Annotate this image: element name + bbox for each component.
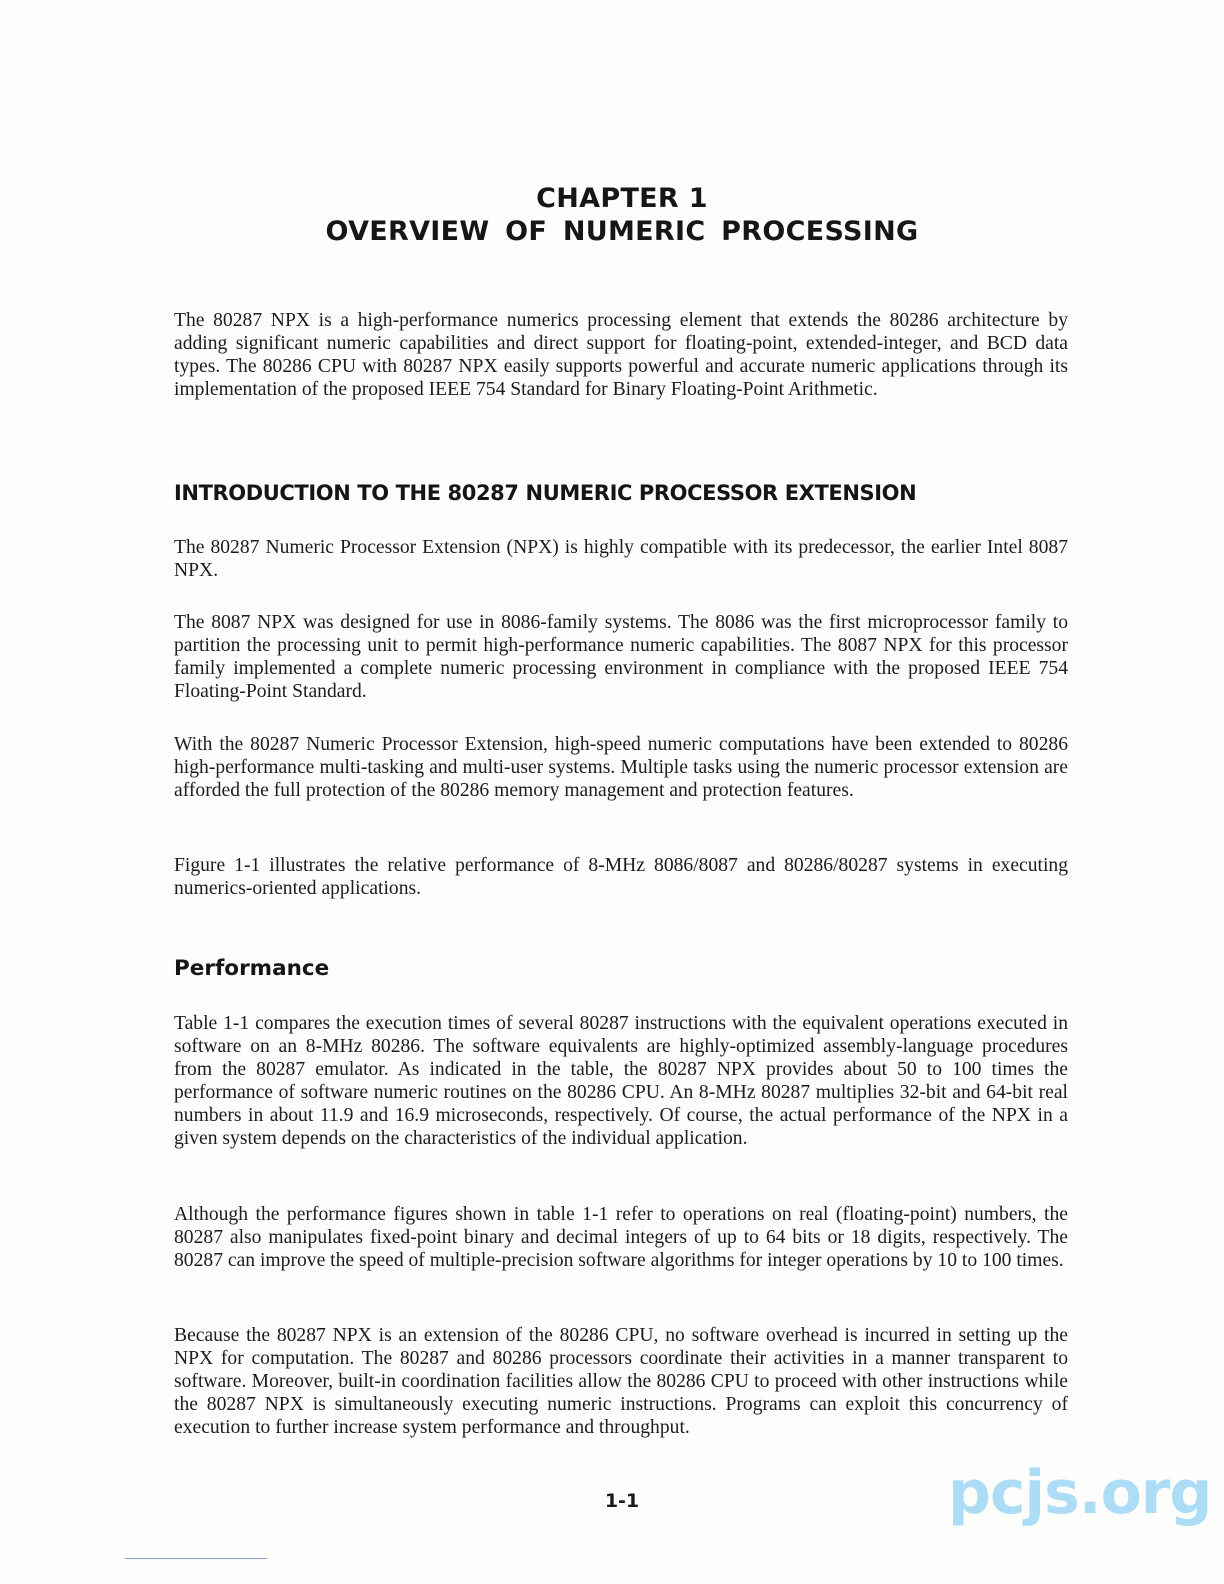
intro-paragraph-3: With the 80287 Numeric Processor Extension, high-speed numeric computations have been extended to 80286 high-performance multi-tasking and multi-user systems. Multiple tasks using the numeric processor extension are afforded the full protection of the 80286 memory management and protection features. — [174, 734, 1068, 801]
intro-paragraph-1: The 80287 Numeric Processor Extension (NPX) is highly compatible with its predecessor, the earlier Intel 8087 NPX. — [174, 537, 1068, 581]
chapter-number: CHAPTER 1 — [536, 183, 708, 214]
performance-heading: Performance — [174, 956, 330, 981]
introduction-heading: INTRODUCTION TO THE 80287 NUMERIC PROCESSOR EXTENSION — [174, 481, 917, 505]
bottom-divider — [125, 1558, 267, 1559]
intro-paragraph-4: Figure 1-1 illustrates the relative performance of 8-MHz 8086/8087 and 80286/80287 systems in executing numerics-oriented applications. — [174, 855, 1068, 899]
performance-paragraph-2: Although the performance figures shown in table 1-1 refer to operations on real (floating-point) numbers, the 80287 also manipulates fixed-point binary and decimal integers of up to 64 bits or 18 digits, respectively. The 80287 can improve the speed of multiple-precision software algorithms for integer operations by 10 to 100 times. — [174, 1204, 1068, 1271]
performance-paragraph-1: Table 1-1 compares the execution times of several 80287 instructions with the equivalent operations executed in software on an 8-MHz 80286. The software equivalents are highly-optimized assembly-language procedures from the 80287 emulator. As indicated in the table, the 80287 NPX provides about 50 to 100 times the performance of software numeric routines on the 80286 CPU. An 8-MHz 80287 multiplies 32-bit and 64-bit real numbers in about 11.9 and 16.9 microseconds, respectively. Of course, the actual performance of the NPX in a given system depends on the characteristics of the individual application. — [174, 1013, 1068, 1149]
pcjs-watermark-link[interactable]: pcjs.org — [948, 1458, 1212, 1528]
page-number: 1-1 — [604, 1490, 640, 1512]
performance-paragraph-3: Because the 80287 NPX is an extension of the 80286 CPU, no software overhead is incurred in setting up the NPX for computation. The 80287 and 80286 processors coordinate their activities in a manner transparent to software. Moreover, built-in coordination facilities allow the 80286 CPU to proceed with other instructions while the 80287 NPX is simultaneously executing numeric instructions. Programs can exploit this concurrency of execution to further increase system performance and throughput. — [174, 1325, 1068, 1438]
chapter-title: OVERVIEW OF NUMERIC PROCESSING — [325, 216, 919, 247]
intro-paragraph-2: The 8087 NPX was designed for use in 8086-family systems. The 8086 was the first microprocessor family to partition the processing unit to permit high-performance numeric capabilities. The 8087 NPX for this processor family implemented a complete numeric processing environment in compliance with the proposed IEEE 754 Floating-Point Standard. — [174, 612, 1068, 702]
overview-paragraph: The 80287 NPX is a high-performance numerics processing element that extends the 80286 architecture by adding significant numeric capabilities and direct support for floating-point, extended-integer, and BCD data types. The 80286 CPU with 80287 NPX easily supports powerful and accurate numeric applications through its implementation of the proposed IEEE 754 Standard for Binary Floating-Point Arithmetic. — [174, 310, 1068, 400]
